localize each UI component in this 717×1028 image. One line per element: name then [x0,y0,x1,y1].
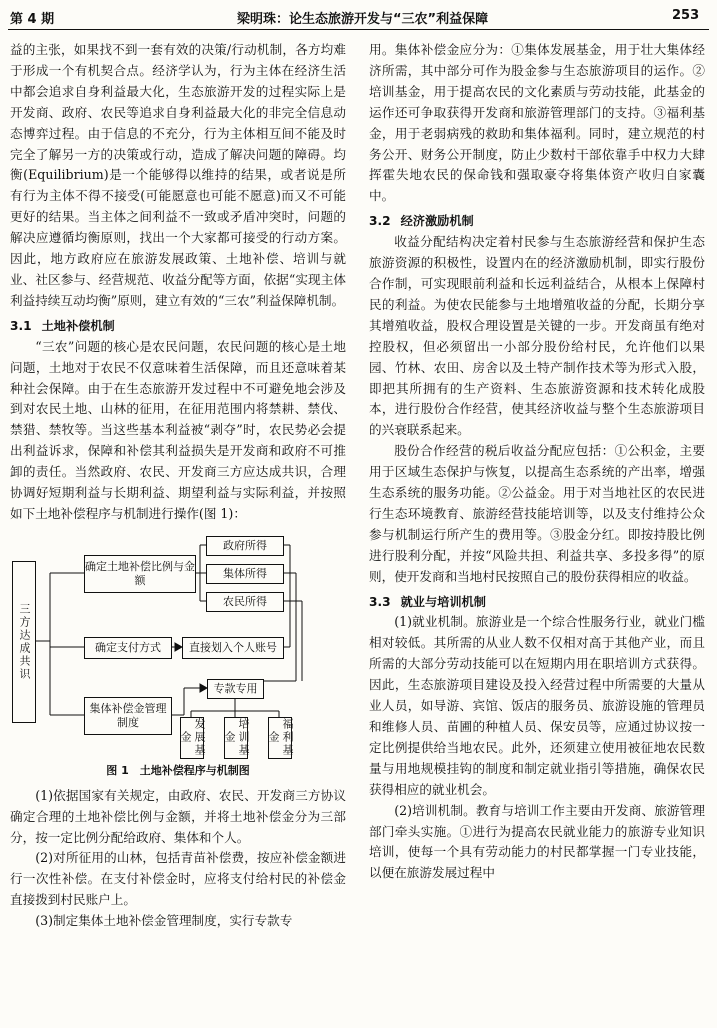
paragraph: (2)对所征用的山林，包括青苗补偿费，按应补偿金额进行一次性补偿。在支付补偿金时，应将支付给村民的补偿金直接拨到村民账户上。 [10,850,346,908]
section-heading-3-3 [369,592,705,613]
box-farmer-share: 农民所得 [206,592,284,612]
paragraph: 收益分配结构决定着村民参与生态旅游经营和保护生态旅游资源的积极性，设置内在的经济激励机制，即实行股份合作制，可实现眼前利益和长远利益结合，从根本上保障村民的利益。为使农民能参与土地增殖收益的分配，长期分享其增殖收益，股权合理设置是关键的一步。开发商虽有绝对控股权，但必须留出一小部分股份给村民，允许他们以果园、竹林、农田、房舍以及土特产制作技术等为形式入股，即把其所拥有的生产资料、生态旅游资源和技术转化成股本，进行股份合作经营，使其经济收益与整个生态旅游项目的兴衰联系起来。 [369,234,705,438]
section-number: 3.1 [10,318,32,333]
arrow-head [200,684,207,692]
running-title: 梁明珠：论生态旅游开发与“三农”利益保障 [237,12,489,27]
paragraph: (1)依据国家有关规定，由政府、农民、开发商三方协议确定合理的土地补偿比例与金额，并将土地补偿金分为三部分，按一定比例分配给政府、集体和个人。 [10,787,346,845]
figure-1 [10,531,346,759]
section-number: 3.3 [369,594,391,609]
box-consensus: 三方达成共识 [12,561,36,723]
issue-number: 第 4 期 [10,12,55,27]
paragraph: 用。集体补偿金应分为：①集体发展基金，用于壮大集体经济所需，其中部分可作为股金参与生态旅游项目的运作。②培训基金，用于提高农民的文化素质与劳动技能，此基金的运作还可争取获得开发商和旅游管理部门的支持。③福利基金，用于老弱病残的救助和集体福利。同时，建立规范的村务公开、财务公开制度，防止少数村干部依靠手中权力大肆挥霍失地农民的保命钱和强取豪夺将集体资产收归自家囊中。 [369,42,705,204]
paragraph: (2)培训机制。教育与培训工作主要由开发商、旅游管理部门牵头实施。①进行为提高农民就业能力的旅游专业知识培训，使每一个具有劳动能力的村民都掌握一门专业技能，以便在旅游发展过程中 [369,802,705,881]
paragraph: 股份合作经营的税后收益分配应包括：①公积金，主要用于区域生态保护与恢复，以提高生态系统的产出率，增强生态系统的服务功能。②公益金。用于对当地社区的农民进行生态环境教育、旅游经营技能培训等，以及支付维持公众参与机制运行所产生的费用等。③股金分红。即按持股比例进行股利分配，并按“风险共担、利益共享、多投多得”的原则，使开发商和当地村民按照自己的股份获得相应的收益。 [369,443,705,584]
box-training-fund: 培训基金 [223,718,250,758]
left-column [10,40,346,932]
section-title: 就业与培训机制 [400,594,486,609]
paragraph: (3)制定集体土地补偿金管理制度，实行专款专 [35,913,293,929]
box-collective-management: 集体补偿金管理制度 [84,697,172,735]
section-number: 3.2 [369,214,391,229]
paragraph: “三农”问题的核心是农民问题，农民问题的核心是土地问题，土地对于农民不仅意味着生活保障，而且还意味着某种社会保障。由于在生态旅游开发过程中不可避免地会涉及到对农民土地、山林的征用，在征用范围内将禁耕、禁伐、禁猎、禁牧等。当这些基本利益被“剥夺”时，农民势必会提出利益诉求，保障和补偿其利益损失是开发商和政府不可推卸的责任。当然政府、农民、开发商三方应达成共识，合理协调好短期利益与长期利益、期望利益与实际利益，并按照如下土地补偿程序与机制进行操作(图 1)： [10,338,346,521]
page-number: 253 [672,8,700,23]
figure-caption: 图 1 土地补偿程序与机制图 [106,763,250,777]
box-development-fund: 发展基金 [179,718,206,758]
box-government-share: 政府所得 [206,536,284,556]
section-heading-3-2 [369,211,705,232]
section-title: 土地补偿机制 [41,318,115,333]
header-rule [8,29,709,30]
box-compensation-ratio: 确定土地补偿比例与金额 [84,555,196,593]
box-payment-method: 确定支付方式 [84,637,172,659]
paragraph: 益的主张，如果找不到一套有效的决策/行动机制，各方均难于形成一个有机契合点。经济学认为，行为主体在经济生活中都会追求自身利益最大化，生态旅游开发的过程实际上是开发商、政府、农民等追求自身利益最大化的非完全信息动态博弈过程。由于信息的不充分，行为主体相互间不能及时完全了解另一方的决策或行动，造成了解决问题的障碍。均衡(Equilibrium)是一个能够得以维持的结果，或者说是所有行为主体不得不接受(可能愿意也可能不愿意)而又不可能更好的结果。当主体之间利益不一致或矛盾冲突时，问题的解决应遵循均衡原则，找出一个大家都可接受的行动方案。因此，地方政府应在旅游发展政策、土地补偿、培训与就业、社区参与、经营规范、收益分配等方面，依据“实现主体利益持续互动均衡”原则，建立有效的“三农”利益保障机制。 [10,42,346,308]
arrow-head [175,643,182,651]
box-welfare-fund: 福利基金 [267,718,294,758]
box-special-use: 专款专用 [207,679,264,699]
box-direct-transfer: 直接划入个人账号 [182,637,284,659]
paragraph: (1)就业机制。旅游业是一个综合性服务行业，就业门槛相对较低。其所需的从业人数不仅相对高于其他产业，而且所需的大部分劳动技能可以在短期内用在职培训方式获得。因此，生态旅游项目建设及投入经营过程中所需要的大量从业人员，如导游、宾馆、饭店的服务员、旅游设施的管理员和维修人员、苗圃的种植人员、保安员等，应通过协议按一定比例提供给当地农民。此外，还须建立使用被征地农民数量与用地规模挂钩的制度和制定就业指引等措施，确保农民获得相应的就业机会。 [369,614,705,797]
section-title: 经济激励机制 [400,214,474,229]
running-header [0,0,717,36]
section-heading-3-1 [10,316,346,337]
box-collective-share: 集体所得 [206,564,284,584]
right-column [369,40,705,884]
